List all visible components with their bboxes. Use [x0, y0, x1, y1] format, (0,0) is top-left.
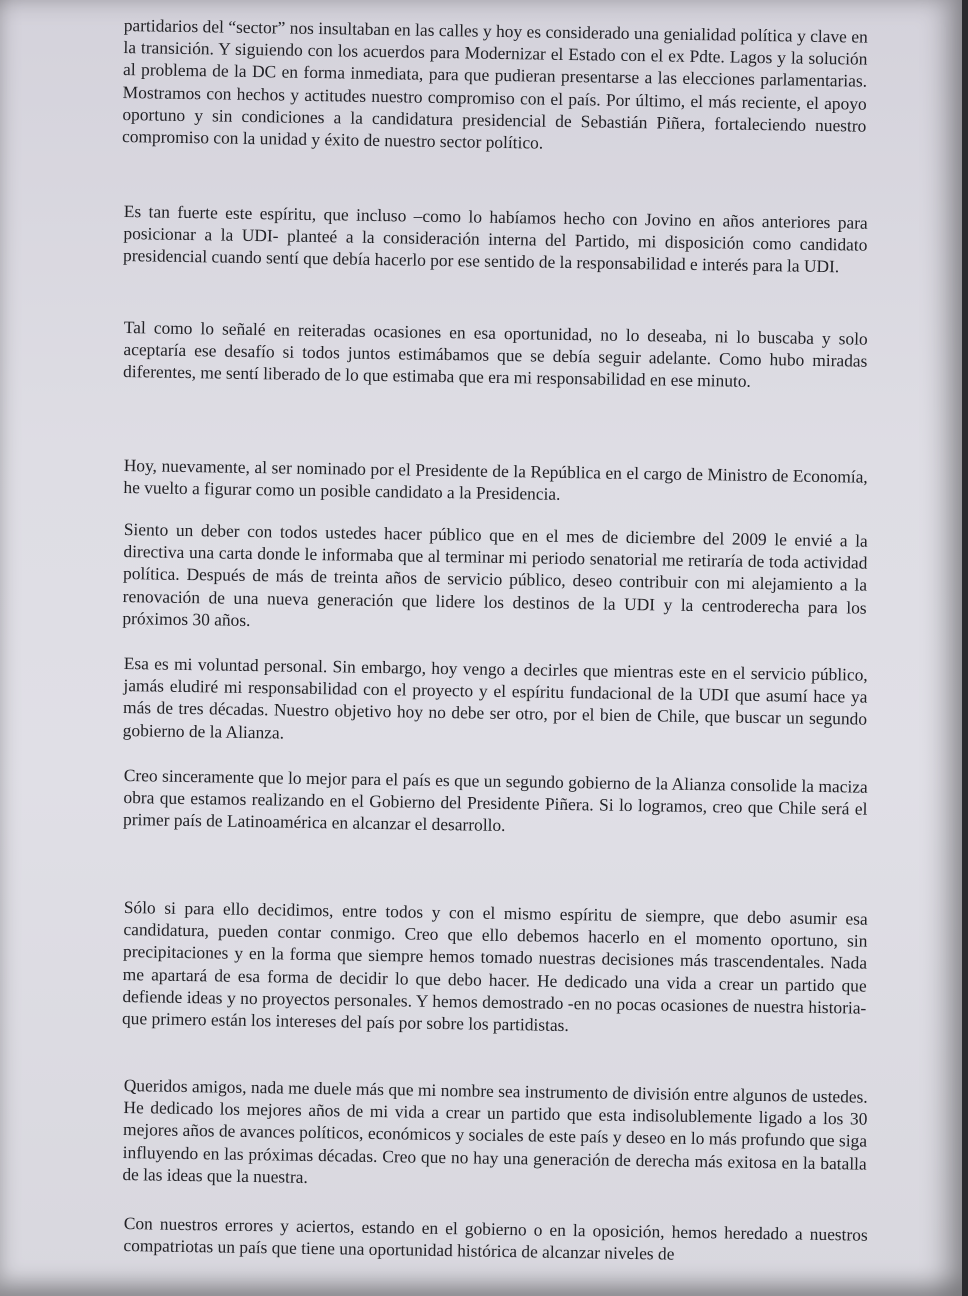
paragraph-text: Hoy, nuevamente, al ser nominado por el Presidente de la República en el cargo de Ministro de Economía, he vuelto a figurar como un posible candidato a la Presidencia. — [123, 454, 868, 505]
paragraph-text: Es tan fuerte este espíritu, que incluso –como lo habíamos hecho con Jovino en años anteriores para posicionar a la UDI- planteé a la consideración interna del Partido, mi disposición como candidato presidencial cuando sentí que debía hacerlo por ese sentido de la responsabilidad e interés para la UDI. — [122, 200, 868, 277]
paragraph-text: Con nuestros errores y aciertos, estando en el gobierno o en la oposición, hemos heredado a nuestros compatriotas un país que tiene una oportunidad histórica de alcanzar niveles de — [123, 1212, 868, 1264]
paragraph-text: Creo sinceramente que lo mejor para el país es que un segundo gobierno de la Alianza consolide la maciza obra que estamos realizando en el Gobierno del Presidente Piñera. Si lo logramos, creo que Chile será el primer país de Latinoamérica en alcanzar el desarrollo. — [122, 764, 868, 836]
paragraph-7 — [123, 764, 868, 842]
paragraph-9 — [122, 1074, 868, 1197]
paragraph-4 — [123, 454, 868, 510]
paragraph-3 — [123, 316, 868, 394]
paragraph-text: Sólo si para ello decidimos, entre todos y con el mismo espíritu de siempre, que debo asumir esa candidatura, pueden contar conmigo. Creo que ello debemos hacerlo en el momento oportuno, sin precipitaciones y en la forma que siempre hemos tomado nuestras decisiones más trascendentales. Nada me apartará de esa forma de decidir lo que debo hacer. He dedicado una vida a crear un partido que defiende ideas y no proyectos personales. Y hemos demostrado -en no pocas ocasiones de nuestra historia- que primero están los intereses del país por sobre los partidistas. — [121, 896, 868, 1036]
paragraph-text: Tal como lo señalé en reiteradas ocasiones en esa oportunidad, no lo deseaba, ni lo buscaba y solo aceptaría ese desafío si todos juntos estimábamos que se debía seguir adelante. Como hubo miradas diferentes, me sentí liberado de lo que estimaba que era mi responsabilidad en ese minuto. — [122, 316, 868, 392]
paragraph-text: Esa es mi voluntad personal. Sin embargo, hoy vengo a decirles que mientras este en el servicio público, jamás eludiré mi responsabilidad con el proyecto y el espíritu fundacional de la UDI que asumí hace ya más de tres décadas. Nuestro objetivo hoy no debe ser otro, por el bien de Chile, que buscar un segundo gobierno de la Alianza. — [122, 652, 868, 743]
paragraph-2 — [123, 200, 868, 278]
paragraph-5 — [122, 518, 868, 641]
paragraph-6 — [123, 652, 868, 752]
paragraph-1 — [122, 14, 868, 159]
page-edge-shadow — [962, 0, 968, 1296]
paragraph-10 — [123, 1212, 868, 1268]
paragraph-text: Queridos amigos, nada me duele más que mi nombre sea instrumento de división entre algunos de ustedes. He dedicado los mejores años de mi vida a crear un partido que esta indisolublemente ligado a los 30 mejores años de avances políticos, económicos y sociales de este país y deseo en lo más profundo que siga influyendo en las próximas décadas. Creo que no hay una generación de derecha más exitosa en la batalla de las ideas que la nuestra. — [122, 1074, 868, 1187]
paragraph-text: partidarios del “sector” nos insultaban en las calles y hoy es considerado una genialidad política y clave en la transición. Y siguiendo con los acuerdos para Modernizar el Estado con el ex Pdte. Lagos y la solución al problema de la DC en forma inmediata, para que pudieran presentarse a las elecciones parlamentarias. Mostramos con hechos y actitudes nuestro compromiso con el país. Por último, el más reciente, el apoyo oportuno y sin condiciones a la candidatura presidencial de Sebastián Piñera, fortaleciendo nuestro compromiso con la unidad y éxito de nuestro sector político. — [121, 14, 868, 153]
paragraph-8 — [122, 896, 868, 1041]
paragraph-text: Siento un deber con todos ustedes hacer público que en el mes de diciembre del 2009 le envié a la directiva una carta donde le informaba que al terminar mi periodo senatorial me retiraría de toda actividad política. Después de más de treinta años de servicio público, deseo contribuir con mi alejamiento a la renovación de una nueva generación que lidere los destinos de la UDI y la centroderecha para los próximos 30 años. — [122, 518, 868, 630]
